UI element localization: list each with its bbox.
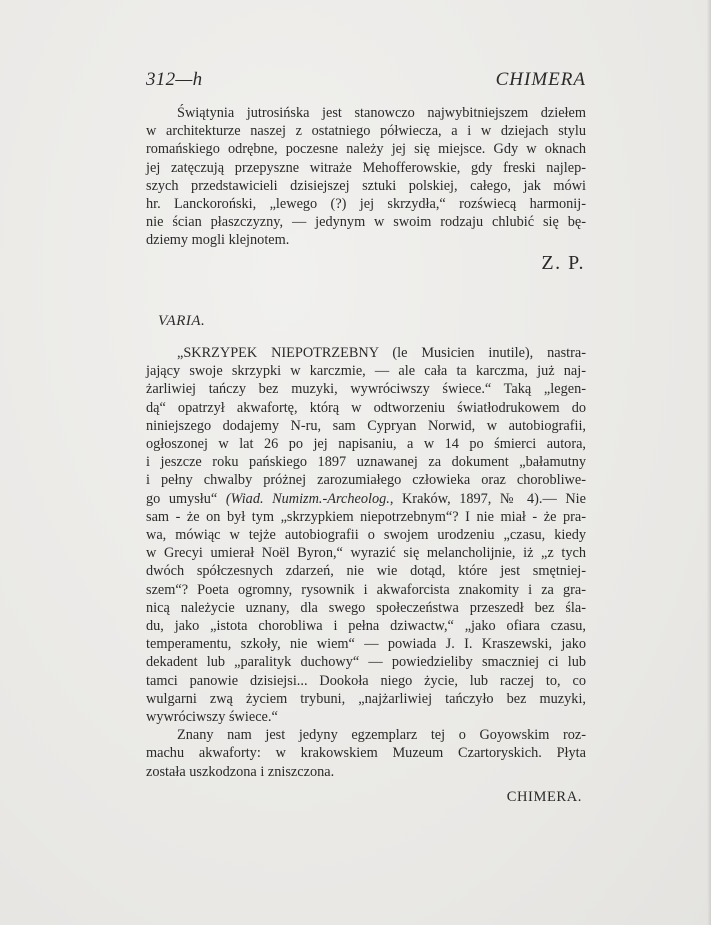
text-line: nie ścian płaszczyzny, — jedynym w swoim rodzaju chlubić się bę- (146, 214, 586, 231)
text-line: temperamentu, szkoły, nie wiem“ — powiada J. I. Kraszewski, jako (146, 636, 586, 653)
text-line: w architekturze naszej z ostatniego półwiecza, a i w dziejach stylu (146, 123, 586, 140)
text-line: hr. Lanckoroński, „lewego (?) jej skrzydła,“ rozświecą harmonij- (146, 196, 586, 213)
text-line: nicą należycie uznany, dla swego społeczeństwa przeszedł bez śla- (146, 599, 586, 616)
citation: (Wiad. Numizm.-Archeolog. (225, 490, 390, 507)
text-line: tamci panowie dzisiejsi... Dookoła niego życie, lub raczej to, co (146, 672, 586, 689)
text-line: wulgarni zwą życiem trybuni, „najżarliwiej tańczyło bez muzyki, (146, 690, 586, 707)
text-line: szem“? Poeta ogromny, rysownik i akwaforcista znakomity i za gra- (146, 581, 586, 598)
article-paragraph (146, 104, 586, 250)
text-fragment: go umysłu“ (146, 490, 226, 507)
text-line: sam - że on był tym „skrzypkiem niepotrzebnym“? I nie miał - że pra- (146, 508, 586, 525)
running-header (146, 69, 586, 93)
running-title: CHIMERA (495, 69, 586, 90)
text-line: machu akwaforty: w krakowskiem Muzeum Czartoryskich. Płyta (146, 745, 586, 762)
text-line: ogłoszonej w lat 26 po jej napisaniu, a w 14 po śmierci autora, (146, 436, 586, 453)
text-line: du, jako „istota chorobliwa i pełna dziwactw,“ „jako ofiara czasu, (146, 618, 586, 635)
varia-paragraph-1 (146, 344, 586, 726)
text-line-with-citation (146, 490, 586, 508)
page-number: 312—h (146, 69, 203, 90)
text-line: i pełny chwalby próżnej zarozumiałego człowieka oraz chorobliwe- (146, 472, 586, 489)
text-line: niniejszego dodajemy N-ru, sam Cypryan Norwid, w autobiografii, (146, 417, 586, 434)
page-edge-shadow (707, 0, 711, 925)
text-line: w Grecyi umierał Noël Byron,“ wyrazić się melancholijnie, iż „z tych (146, 545, 586, 562)
author-signature: Z. P. (541, 252, 585, 274)
varia-paragraph-2 (146, 726, 586, 781)
text-line: dą“ opatrzył akwafortę, którą w odtworzeniu światłodrukowem do (146, 399, 586, 416)
text-fragment: , Kraków, 1897, № 4).— Nie (389, 490, 586, 507)
editorial-signature: CHIMERA. (506, 789, 582, 805)
section-heading-varia: VARIA. (158, 313, 206, 329)
text-line: żarliwiej tańczy bez muzyki, wywróciwszy świece.“ Taką „legen- (146, 381, 586, 398)
text-line: szych przedstawicieli dzisiejszej sztuki polskiej, całego, jak mówi (146, 177, 586, 194)
text-line: dekadent lub „paralityk duchowy“ — powiedzieliby smaczniej ci lub (146, 654, 586, 671)
text-line: jej zatęczują przepyszne witraże Mehofferowskie, gdy freski najlep- (146, 159, 586, 176)
text-line: wa, mówiąc w tejże autobiografii o swojem urodzeniu „czasu, kiedy (146, 527, 586, 544)
text-line: i jeszcze roku pańskiego 1897 uznawanej za dokument „bałamutny (146, 454, 586, 471)
varia-section (146, 344, 586, 781)
text-line: „SKRZYPEK NIEPOTRZEBNY (le Musicien inutile), nastra- (177, 345, 586, 361)
text-line: dwóch spółczesnych zdarzeń, nie wie dotąd, które jest smętniej- (146, 563, 586, 580)
text-line: została uszkodzona i zniszczona. (146, 763, 335, 780)
article-jutrosin (146, 104, 586, 250)
text-line: Znany nam jest jedyny egzemplarz tej o Goyowskim roz- (177, 727, 586, 744)
text-line: romańskiego odrębne, poczesne należy jej się miejsce. Gdy w oknach (146, 141, 586, 158)
text-line: wywróciwszy świece.“ (146, 709, 278, 726)
text-line: Świątynia jutrosińska jest stanowczo najwybitniejszem dziełem (177, 105, 586, 121)
text-line: dziemy mogli klejnotem. (146, 232, 290, 249)
text-line: jający swoje skrzypki w karczmie, — ale cała ta karczma, już naj- (146, 363, 586, 380)
